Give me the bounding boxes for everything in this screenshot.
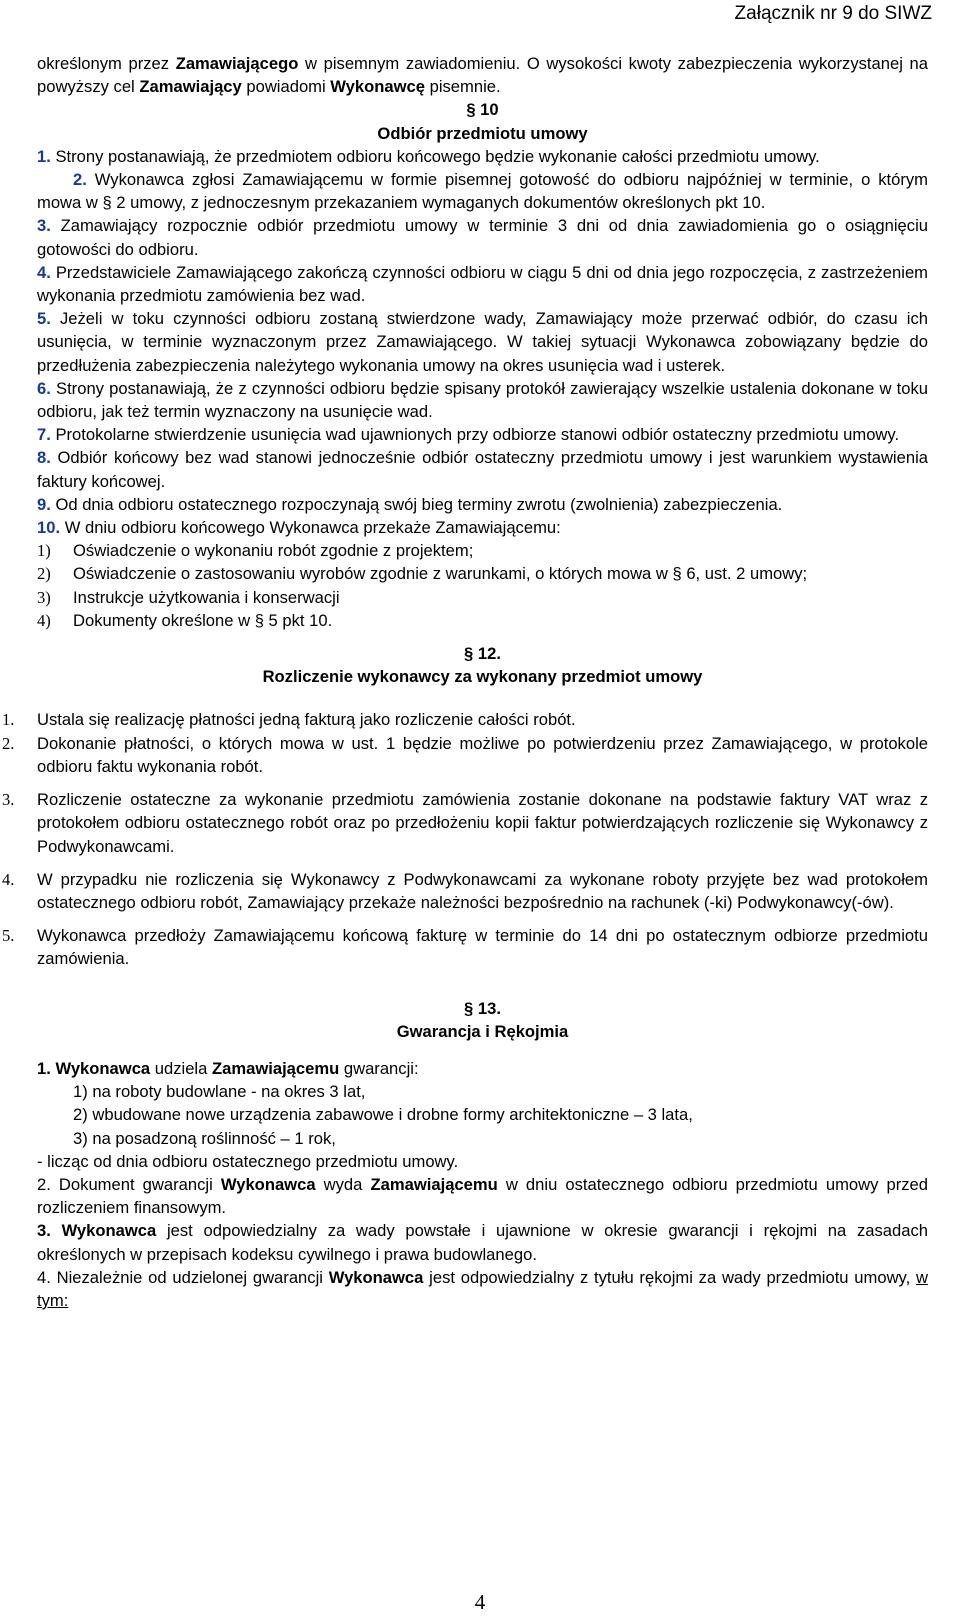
clause-8: 8. Odbiór końcowy bez wad stanowi jednocześnie odbiór ostateczny przedmiotu umowy i jest warunkiem wystawienia faktury końcowej. bbox=[37, 448, 928, 491]
clause-10: 10. W dniu odbioru końcowego Wykonawca przekaże Zamawiającemu: bbox=[37, 518, 561, 538]
warranty-clause-3: 3. Wykonawca jest odpowiedzialny za wady powstałe i ujawnione w okresie gwarancji i rękojmi na zasadach określonych w przepisach kodeksu cywilnego i prawa budowlanego. bbox=[37, 1221, 928, 1264]
warranty-term: 3) na posadzoną roślinność – 1 rok, bbox=[73, 1128, 336, 1148]
list-item: 5. Wykonawca przedłoży Zamawiającemu końcową fakturę w terminie do 14 dni po ostatecznym odbiorze przedmiotu zamówienia. bbox=[2, 926, 928, 969]
warranty-clause-4: 4. Niezależnie od udzielonej gwarancji Wykonawca jest odpowiedzialny z tytułu rękojmi za wady przedmiotu umowy, w tym: bbox=[37, 1267, 928, 1310]
clause-2: 2. Wykonawca zgłosi Zamawiającemu w formie pisemnej gotowość do odbioru najpóźniej w terminie, o którym mowa w § 2 umowy, z jednoczesnym przekazaniem wymaganych dokumentów określonych pkt 10. bbox=[37, 170, 928, 213]
section-number: § 13. bbox=[464, 998, 501, 1018]
list-item: 3) Instrukcje użytkowania i konserwacji bbox=[37, 587, 340, 607]
section-number: § 12. bbox=[464, 644, 501, 664]
clause-4: 4. Przedstawiciele Zamawiającego zakończą czynności odbioru w ciągu 5 dni od dnia jego rozpoczęcia, z zastrzeżeniem wykonania przedmiotu zamówienia bez wad. bbox=[37, 262, 928, 306]
clause-6: 6. Strony postanawiają, że z czynności odbioru będzie spisany protokół zawierający wszelkie ustalenia dokonane w toku odbioru, jak też termin wyznaczony na usunięcie wad. bbox=[37, 378, 928, 422]
clause-5: 5. Jeżeli w toku czynności odbioru zostaną stwierdzone wady, Zamawiający może przerwać odbiór, do czasu ich usunięcia, w terminie wyznaczonym przez Zamawiającego. W takiej sytuacji Wykonawca zobowiązany będzie do przedłużenia zabezpieczenia należytego wykonania umowy na okres usunięcia wad i usterek. bbox=[37, 309, 928, 375]
clause-3: 3. Zamawiający rozpocznie odbiór przedmiotu umowy w terminie 3 dni od dnia zawiadomienia go o osiągnięciu gotowości do odbioru. bbox=[37, 216, 928, 259]
warranty-term: 2) wbudowane nowe urządzenia zabawowe i drobne formy architektoniczne – 3 lata, bbox=[73, 1105, 693, 1125]
warranty-clause-1: 1. Wykonawca udziela Zamawiającemu gwarancji: bbox=[37, 1058, 419, 1078]
list-item: 1) Oświadczenie o wykonaniu robót zgodnie z projektem; bbox=[37, 541, 474, 561]
list-item: 1. Ustala się realizację płatności jedną fakturą jako rozliczenie całości robót. bbox=[2, 710, 576, 730]
warranty-clause-2: 2. Dokument gwarancji Wykonawca wyda Zamawiającemu w dniu ostatecznego odbioru przedmiotu umowy przed rozliczeniem finansowym. bbox=[37, 1174, 928, 1218]
paragraph-continuation: określonym przez Zamawiającego w pisemnym zawiadomieniu. O wysokości kwoty zabezpieczenia wykorzystanej na powyższy cel Zamawiający powiadomi Wykonawcę pisemnie. bbox=[37, 54, 929, 97]
page-number: 4 bbox=[474, 1590, 486, 1614]
list-item: 4. W przypadku nie rozliczenia się Wykonawcy z Podwykonawcami za wykonane roboty przyjęte bez wad protokołem ostatecznego odbioru robót, Zamawiający przekaże należności bezpośrednio na rachunek (-ki) Podwykonawcy(-ów). bbox=[2, 869, 928, 912]
section-title: Rozliczenie wykonawcy za wykonany przedmiot umowy bbox=[262, 667, 703, 687]
section-title: Odbiór przedmiotu umowy bbox=[377, 123, 588, 143]
document-body bbox=[2, 52, 929, 1312]
page-header: Załącznik nr 9 do SIWZ bbox=[734, 3, 932, 24]
list-item: 4) Dokumenty określone w § 5 pkt 10. bbox=[37, 610, 333, 630]
section-title: Gwarancja i Rękojmia bbox=[396, 1021, 569, 1041]
warranty-term: 1) na roboty budowlane - na okres 3 lat, bbox=[73, 1082, 366, 1102]
clause-1: 1. Strony postanawiają, że przedmiotem odbioru końcowego będzie wykonanie całości przedmiotu umowy. bbox=[37, 146, 820, 166]
clause-9: 9. Od dnia odbioru ostatecznego rozpoczynają swój bieg terminy zwrotu (zwolnienia) zabezpieczenia. bbox=[37, 494, 783, 514]
warranty-note: - licząc od dnia odbioru ostatecznego przedmiotu umowy. bbox=[37, 1151, 459, 1171]
list-item: 2. Dokonanie płatności, o których mowa w ust. 1 będzie możliwe po potwierdzeniu przez Zamawiającego, w protokole odbioru faktu wykonania robót. bbox=[2, 733, 928, 776]
list-item: 2) Oświadczenie o zastosowaniu wyrobów zgodnie z warunkami, o których mowa w § 6, ust. 2 umowy; bbox=[37, 564, 808, 584]
list-item: 3. Rozliczenie ostateczne za wykonanie przedmiotu zamówienia zostanie dokonane na podstawie faktury VAT wraz z protokołem odbioru ostatecznego robót oraz po przedłożeniu kopii faktur potwierdzających rozliczenie się Wykonawcy z Podwykonawcami. bbox=[2, 790, 928, 856]
clause-7: 7. Protokolarne stwierdzenie usunięcia wad ujawnionych przy odbiorze stanowi odbiór ostateczny przedmiotu umowy. bbox=[37, 425, 900, 445]
section-number: § 10 bbox=[466, 100, 499, 120]
